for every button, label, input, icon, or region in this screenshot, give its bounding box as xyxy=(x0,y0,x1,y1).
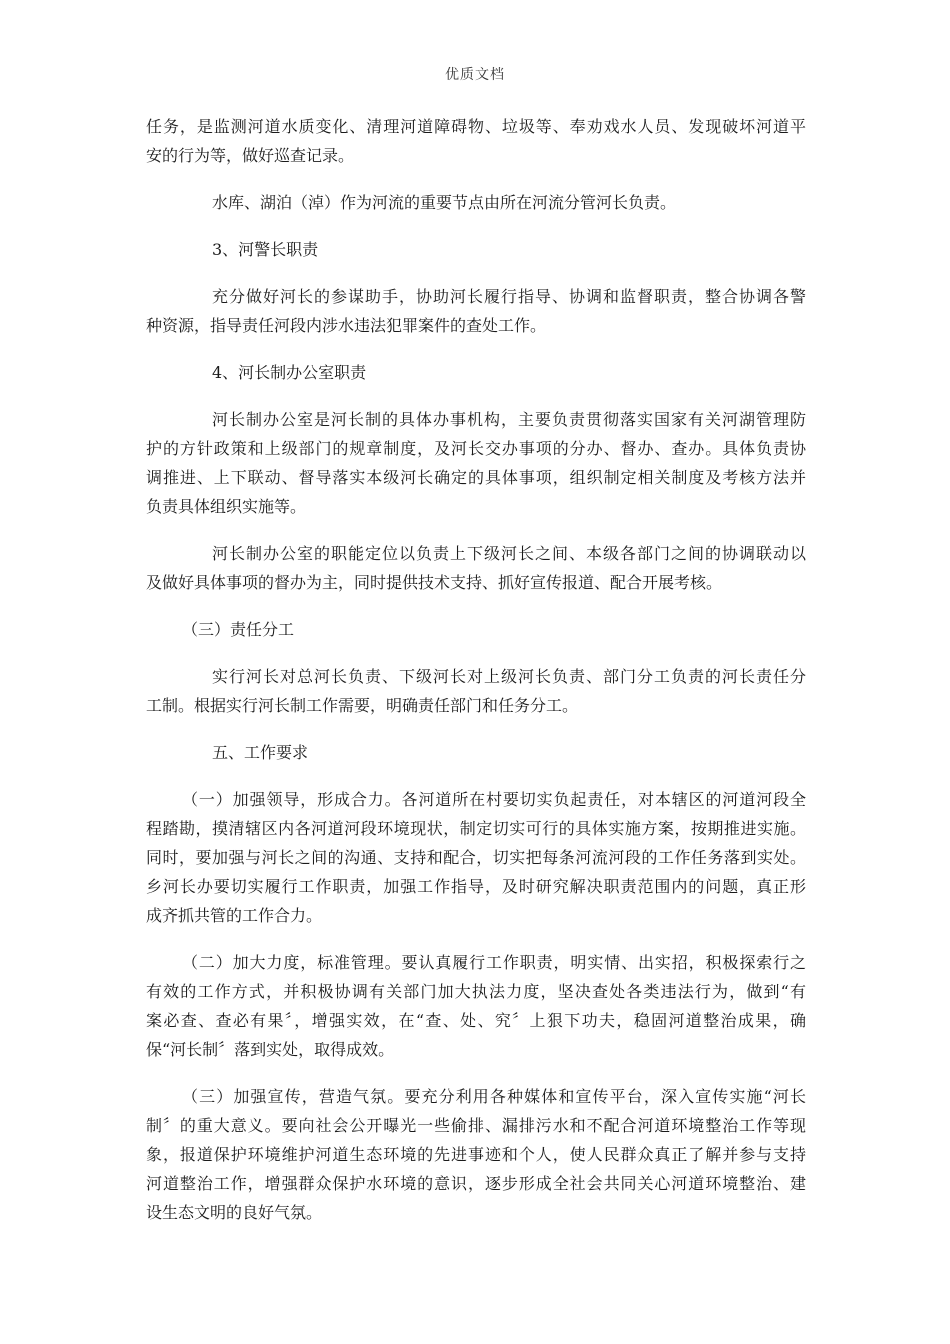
text-line: 制〞的重大意义。要向社会公开曝光一些偷排、漏排污水和不配合河道环境整治工作等现 xyxy=(146,1116,806,1135)
text-line: 任务，是监测河道水质变化、清理河道障碍物、垃圾等、奉劝戏水人员、发现破坏河道平 xyxy=(146,117,806,136)
paragraph xyxy=(146,112,806,170)
text-line: （二）加大力度，标准管理。要认真履行工作职责，明实情、出实招，积极探索行之 xyxy=(182,953,806,972)
paragraph xyxy=(146,188,806,217)
text-line: 象，报道保护环境维护河道生态环境的先进事迹和个人，使人民群众真正了解并参与支持 xyxy=(146,1145,806,1164)
text-line: （一）加强领导，形成合力。各河道所在村要切实负起责任，对本辖区的河道河段全 xyxy=(182,790,806,809)
text-line: 工制。根据实行河长制工作需要，明确责任部门和任务分工。 xyxy=(146,696,579,715)
text-line: 程踏勘，摸清辖区内各河道河段环境现状，制定切实可行的具体实施方案，按期推进实施。 xyxy=(146,819,806,838)
text-line: 河长制办公室的职能定位以负责上下级河长之间、本级各部门之间的协调联动以 xyxy=(212,544,806,563)
paragraph xyxy=(146,662,806,720)
section-heading xyxy=(146,358,806,387)
text-line: 及做好具体事项的督办为主，同时提供技术支持、抓好宣传报道、配合开展考核。 xyxy=(146,573,723,592)
text-line: 安的行为等，做好巡查记录。 xyxy=(146,146,355,165)
text-line: 成齐抓共管的工作合力。 xyxy=(146,906,323,925)
paragraph xyxy=(146,405,806,521)
text-line: 充分做好河长的参谋助手，协助河长履行指导、协调和监督职责，整合协调各警 xyxy=(212,287,806,306)
paragraph xyxy=(146,282,806,340)
text-line: 3、河警长职责 xyxy=(212,240,319,259)
text-line: 负责具体组织实施等。 xyxy=(146,497,307,516)
text-line: 乡河长办要切实履行工作职责，加强工作指导，及时研究解决职责范围内的问题，真正形 xyxy=(146,877,806,896)
paragraph xyxy=(146,539,806,597)
text-line: 有效的工作方式，并积极协调有关部门加大执法力度，坚决查处各类违法行为，做到“有 xyxy=(146,982,806,1001)
paragraph xyxy=(146,1082,806,1227)
text-line: 设生态文明的良好气氛。 xyxy=(146,1203,323,1222)
document-body xyxy=(146,112,806,1245)
text-line: 河长制办公室是河长制的具体办事机构，主要负责贯彻落实国家有关河湖管理防 xyxy=(212,410,806,429)
text-line: 实行河长对总河长负责、下级河长对上级河长负责、部门分工负责的河长责任分 xyxy=(212,667,806,686)
text-line: 同时，要加强与河长之间的沟通、支持和配合，切实把每条河流河段的工作任务落到实处。 xyxy=(146,848,806,867)
section-heading xyxy=(146,615,806,644)
paragraph xyxy=(146,948,806,1064)
text-line: 护的方针政策和上级部门的规章制度，及河长交办事项的分办、督办、查办。具体负责协 xyxy=(146,439,806,458)
text-line: 案必查、查必有果〞，增强实效，在“查、处、究〞上狠下功夫，稳固河道整治成果，确 xyxy=(146,1011,806,1030)
text-line: 调推进、上下联动、督导落实本级河长确定的具体事项，组织制定相关制度及考核方法并 xyxy=(146,468,806,487)
text-line: （三）加强宣传，营造气氛。要充分利用各种媒体和宣传平台，深入宣传实施“河长 xyxy=(182,1087,806,1106)
section-heading xyxy=(146,738,806,767)
paragraph xyxy=(146,785,806,930)
text-line: 4、河长制办公室职责 xyxy=(212,363,367,382)
section-heading xyxy=(146,235,806,264)
text-line: （三）责任分工 xyxy=(182,620,295,639)
text-line: 五、工作要求 xyxy=(212,743,309,762)
text-line: 种资源，指导责任河段内涉水违法犯罪案件的查处工作。 xyxy=(146,316,547,335)
page-header: 优质文档 xyxy=(445,67,505,83)
text-line: 水库、湖泊（淖）作为河流的重要节点由所在河流分管河长负责。 xyxy=(212,193,677,212)
text-line: 河道整治工作，增强群众保护水环境的意识，逐步形成全社会共同关心河道环境整治、建 xyxy=(146,1174,806,1193)
text-line: 保“河长制〞落到实处，取得成效。 xyxy=(146,1040,395,1059)
